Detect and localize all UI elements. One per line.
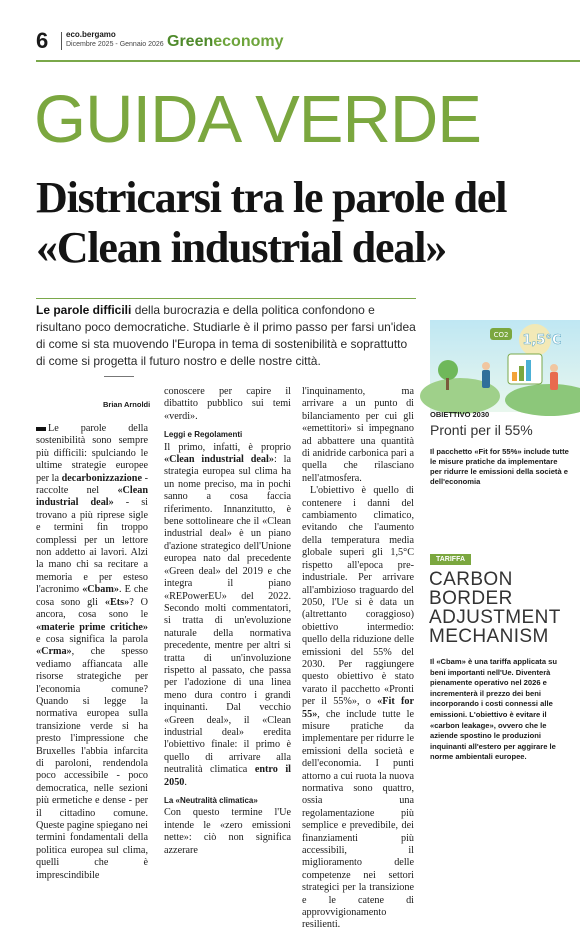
section-logo-part-b: economy xyxy=(213,33,284,50)
subheading-laws: Leggi e Regolamenti xyxy=(164,430,243,440)
article-column-2 xyxy=(164,386,291,856)
climate-illustration xyxy=(430,320,580,412)
byline-rule xyxy=(104,376,134,377)
headline-rule xyxy=(36,298,416,299)
paragraph: l'inquinamento, ma arrivare a un punto di bilanciamento per cui gli «emettitori» si impegnano ad abbattere una quantità di anidride carbonica pari a quella che rilasciano nell'atmosfera. xyxy=(302,386,414,484)
article-byline: Brian Arnoldi xyxy=(103,400,151,409)
sidebar-title: CARBON BORDER ADJUSTMENT MECHANISM xyxy=(429,569,561,647)
issue-date: Dicembre 2025 - Gennaio 2026 xyxy=(66,41,164,48)
paragraph: conoscere per capire il dibattito pubblico sui temi «verdi». xyxy=(164,386,291,422)
article-column-1 xyxy=(36,423,148,881)
co2-badge: CO2 xyxy=(493,331,509,339)
deck-lead: Le parole difficili xyxy=(36,303,132,317)
article-headline: Districarsi tra le parole del «Clean industrial deal» xyxy=(36,173,507,272)
paragraph: Le parole della sostenibilità sono sempre più difficili: spulciando le ultime strategie europee per la decarbonizzazione - raccolte nel «Clean industrial deal» - si trovano a più riprese sigle e termini fin troppo complessi per un lettore non addetto ai lavori. Alzi la mano chi sa recitare a memoria e per esteso l'acronimo «Cbam». E che cosa sono gli «Ets»? O ancora, cosa sono le «materie prime critiche» e cosa significa la parola «Crma», che spesso vediamo affiancata alle risorse strategiche per l'economia comune? Quando si legge la normativa europea sulla transizione verde si ha presto l'impressione che Bruxelles l'abbia infarcita di paroloni, rendendola poco accessibile - poco democratica, nelle sezioni più ermetiche e dense - per il cittadino comune. Queste pagine spiegano nei termini fondamentali della politica europea sul clima, quelli che è imprescindibile xyxy=(36,423,148,881)
sidebar-tag: TARIFFA xyxy=(430,554,471,565)
header-rule xyxy=(36,60,580,62)
publication-brand: eco.bergamo xyxy=(66,30,116,39)
section-title: GUIDA VERDE xyxy=(34,82,481,157)
sidebar-title: Pronti per il 55% xyxy=(430,422,533,438)
article-deck xyxy=(36,302,418,370)
sidebar-text: Il «Cbam» è una tariffa applicata su beni importanti nell'Ue. Diventerà pienamente operativo nel 2026 e incrementerà il prezzo dei beni incorporando i costi connessi alle emissioni. L'obiettivo è evitare il «carbon leakage», ovvero che le aziende spostino le produzioni inquinanti all'estero per aggirare le norme ambientali europee. xyxy=(430,657,558,762)
illustration-svg xyxy=(430,320,580,412)
section-logo xyxy=(167,33,284,51)
header-divider xyxy=(61,32,62,50)
deck-text: della burocrazia e della politica confondono e risultano poco democratiche. Studiarle è il primo passo per farsi un'idea di come si sta muovendo l'Europa in tema di sostenibilità e soprattutto di come si progetta il futuro nostro e delle nostre città. xyxy=(36,303,416,368)
paragraph: Con questo termine l'Ue intende le «zero emissioni nette»: ciò non significa azzerare xyxy=(164,807,291,856)
article-column-3 xyxy=(302,386,414,931)
page-number: 6 xyxy=(36,28,49,53)
temperature-label: 1,5°C xyxy=(522,333,562,348)
paragraph: Il primo, infatti, è proprio «Clean industrial deal»: la strategia europea sul clima ha un nome preciso, ma in pochi sanno a cosa faccia riferimento. Innanzitutto, è bene sottolineare che il «Clean industrial deal» è un piano d'azione strategico dell'Unione europea nato dal precedente «Green deal» del 2019 e che integra il piano «REPowerEU» del 2022. Secondo molti commentatori, si tratta di un'evoluzione naturale della normativa precedente, mentre per altri si tratta di un'involuzione rispetto al passato, che passa per l'adozione di una linea meno dura contro i grandi inquinanti. Dal vecchio «Green deal», il «Clean industrial deal» eredita l'obiettivo finale: il primo è quello di arrivare alla neutralità climatica entro il 2050. xyxy=(164,441,291,788)
subheading-neutrality: La «Neutralità climatica» xyxy=(164,796,258,805)
sidebar-kicker: OBIETTIVO 2030 xyxy=(430,410,490,419)
lead-marker xyxy=(36,427,46,431)
sidebar-text: Il pacchetto «Fit for 55%» include tutte le misure pratiche da implementare per ridurre le emissioni della società e dell'economia xyxy=(430,447,569,486)
section-logo-part-a: Green xyxy=(167,33,214,50)
paragraph: L'obiettivo è quello di contenere i danni del cambiamento climatico, evitando che l'aumento della temperatura media globale superi gli 1,5°C rispetto all'epoca pre-industriale. Per arrivare all'ambizioso traguardo del 2050, l'Ue si è data un (altrettanto coraggioso) obiettivo intermedio: quello della riduzione delle emissioni del 55% del 2030. Per raggiungere questo obiettivo è stato varato il pacchetto «Pronti per il 55%», o «Fit for 55», che include tutte le misure pratiche da implementare per ridurre le emissioni della società e dell'economia. I punti attorno a cui ruota la nuova normativa sono quattro, ossia una regolamentazione più semplice e prevedibile, dei finanziamenti più accessibili, il miglioramento delle competenze nei settori strategici per la transizione e le catene di approvvigionamento resilienti. xyxy=(302,485,414,931)
